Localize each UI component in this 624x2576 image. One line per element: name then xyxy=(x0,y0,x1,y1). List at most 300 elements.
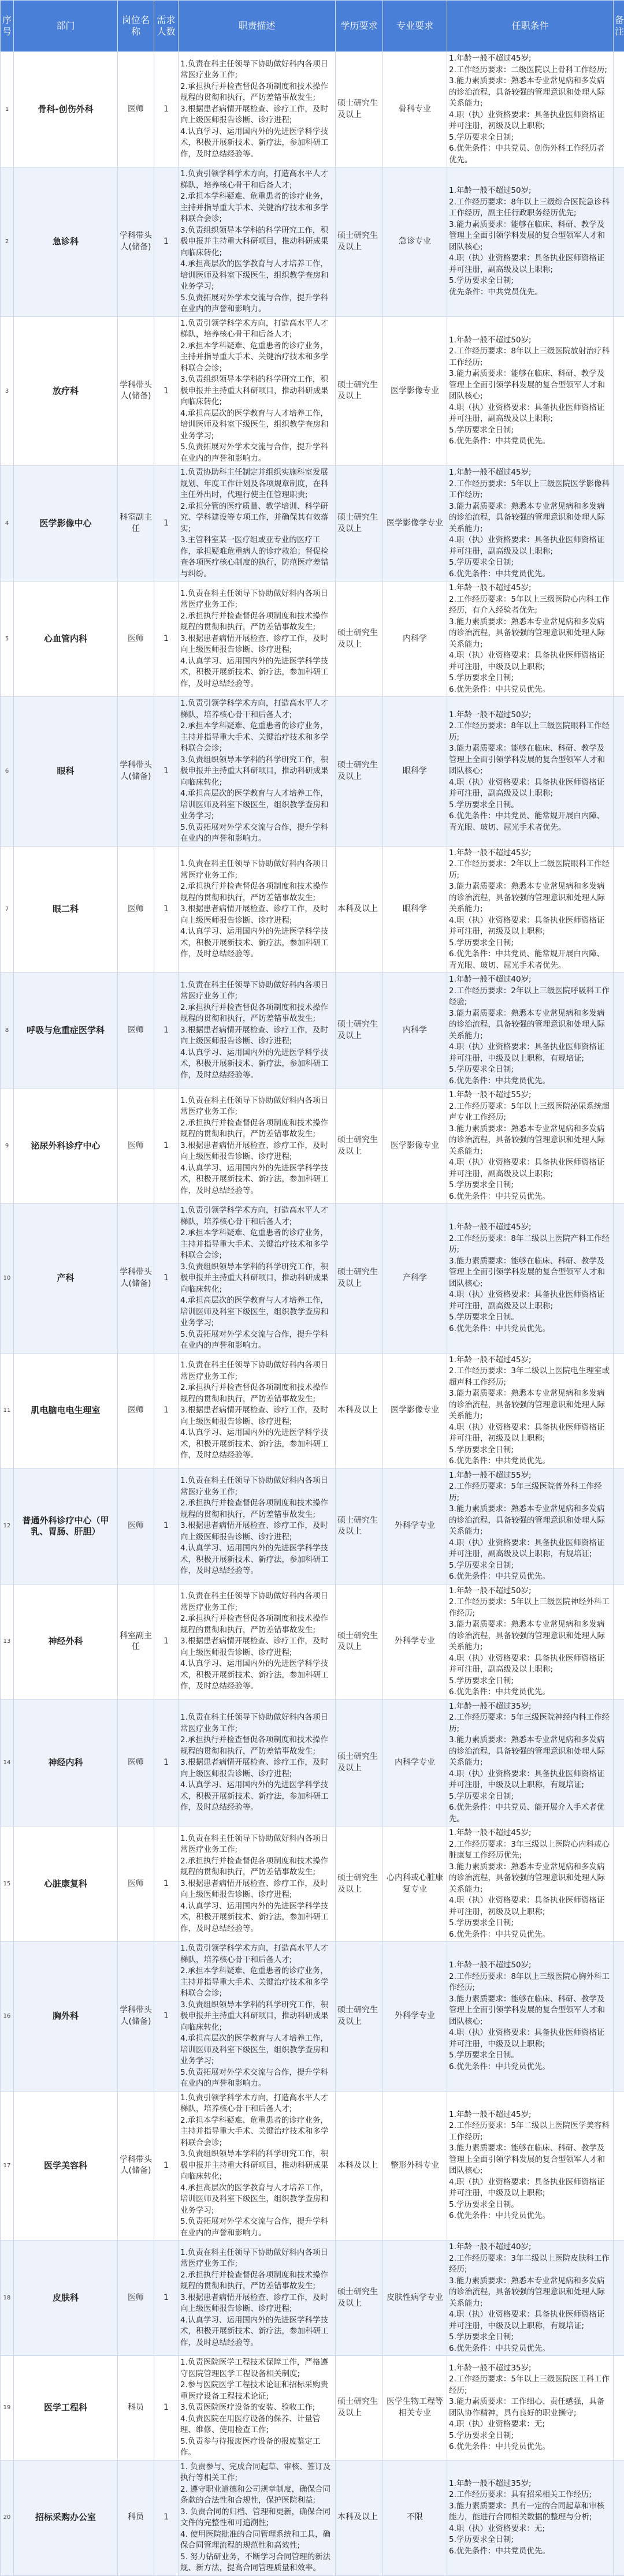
cell-position: 医师 xyxy=(118,2241,154,2356)
cell-note xyxy=(614,973,624,1088)
condition-item: 3.能力素质要求：熟悉本专业常见病和多发病的诊治流程，具备较强的管理意识和处理人际关系能力; xyxy=(449,1124,611,1158)
duty-item: 3.负责组织领导本学科的科学研究工作，积极申报并主持重大科研项目，推动科研成果向临床转化; xyxy=(180,1262,333,1296)
condition-item: 3.能力素质要求：能够在临床、科研、教学及管理上全面引领学科发展的复合型领军人才和团队核心; xyxy=(449,1994,611,2028)
cell-position: 医师 xyxy=(118,1468,154,1584)
cell-no: 9 xyxy=(1,1088,14,1204)
cell-no: 8 xyxy=(1,973,14,1088)
cell-conditions xyxy=(447,2091,614,2241)
duty-item: 5.负责拓展对外学术交流与合作，提升学科在业内的声誉和影响力。 xyxy=(180,822,333,845)
condition-item: 5.学历要求全日制。 xyxy=(449,1312,611,1324)
cell-education: 硕士研究生及以上 xyxy=(336,2356,383,2461)
condition-item: 2.工作经历要求：3年三级以上医院心内科或心脏康复工作经历优先; xyxy=(449,1839,611,1862)
cell-dept: 心血管内科 xyxy=(14,581,118,697)
cell-count: 1 xyxy=(154,1699,179,1826)
duty-item: 2.承担本学科疑难、危重患者的诊疗业务，主持并指导重大手术、关键治疗技术和多学科联合会诊; xyxy=(180,721,333,755)
condition-item: 4.职（执）业资格要求：具备执业医师资格证并可注册，副高级及以上职称; xyxy=(449,253,611,275)
duty-item: 2.承担分管的医疗质量、教学培训、科学研究、学科建设等专项工作，并确保其有效落实; xyxy=(180,501,333,535)
duty-item: 3.负责组织领导本学科的科学研究工作，积极申报并主持重大科研项目，推动科研成果向临床转化; xyxy=(180,755,333,789)
condition-item: 3.能力素质要求：熟悉本专业常见病和多发病的诊治流程，具备较强的管理意识和处理人际关系能力; xyxy=(449,2276,611,2310)
condition-item: 2.工作经历要求：5年二级以上医院医学美容科工作经历; xyxy=(449,2120,611,2143)
cell-duties xyxy=(179,1088,336,1204)
cell-note xyxy=(614,316,624,466)
cell-education: 硕士研究生及以上 xyxy=(336,1942,383,2092)
condition-item: 6.优先条件：中共党员优先。 xyxy=(449,1191,611,1203)
cell-major: 医学影像专业 xyxy=(383,1088,447,1204)
header-education: 学历要求 xyxy=(336,1,383,52)
cell-duties xyxy=(179,581,336,697)
cell-dept: 急诊科 xyxy=(14,167,118,317)
cell-position: 科员 xyxy=(118,2356,154,2461)
duty-item: 3.负责医院医疗设备的安装、验收工作; xyxy=(180,2402,333,2414)
condition-item: 2.工作经历要求：8年以上三级医院心胸外科工作经历; xyxy=(449,1971,611,1994)
cell-dept: 心脏康复科 xyxy=(14,1826,118,1942)
condition-item: 5.学历要求全日制; xyxy=(449,1560,611,1572)
duty-item: 5.负责拓展对外学术交流与合作，提升学科在业内的声誉和影响力。 xyxy=(180,1329,333,1352)
condition-item: 3.能力素质要求：熟悉本专业常见病和多发病的诊治流程，具备较强的管理意识和处理人际关系能力; xyxy=(449,1862,611,1896)
condition-item: 6.优先条件：中共党员优先。 xyxy=(449,436,611,448)
cell-count: 1 xyxy=(154,1204,179,1354)
cell-position: 学科带头人(储备) xyxy=(118,1942,154,2092)
cell-conditions xyxy=(447,316,614,466)
cell-conditions xyxy=(447,1088,614,1204)
condition-item: 5.学历要求全日制; xyxy=(449,1180,611,1191)
duty-item: 4.认真学习、运用国内外的先进医学科学技术，积极开展新技术、新疗法，参加科研工作，及时总结经验等。 xyxy=(180,656,333,690)
cell-count: 1 xyxy=(154,697,179,847)
condition-item: 3.能力素质要求：能够在临床、科研、教学及管理上全面引领学科发展的复合型领军人才和团队核心; xyxy=(449,1256,611,1290)
condition-item: 2.工作经历要求：2年以上二级医院眼科工作经历; xyxy=(449,859,611,881)
cell-no: 5 xyxy=(1,581,14,697)
cell-education: 硕士研究生及以上 xyxy=(336,316,383,466)
cell-count: 1 xyxy=(154,1468,179,1584)
cell-conditions xyxy=(447,581,614,697)
condition-item: 2.工作经历要求：具有招采相关工作经历; xyxy=(449,2489,611,2501)
cell-count: 1 xyxy=(154,1826,179,1942)
duty-item: 1.负责引领学科学术方向，打造高水平人才梯队，培养核心骨干和后备人才; xyxy=(180,698,333,721)
duty-item: 3.根据患者病情开展检查、诊疗工作，及时向上级医师报告诊断、诊疗进程; xyxy=(180,904,333,926)
duty-item: 3.主管科室某一医疗组或亚专业的医疗工作，承担疑难危重病人的诊疗救治；督促检查各项医疗核心制度的执行，防范医疗差错与纠纷。 xyxy=(180,535,333,580)
cell-note xyxy=(614,1468,624,1584)
condition-item: 5.学历要求全日制; xyxy=(449,938,611,949)
cell-no: 1 xyxy=(1,52,14,167)
condition-item: 1.年龄一般不超过45岁; xyxy=(449,2109,611,2121)
cell-dept: 呼吸与危重症医学科 xyxy=(14,973,118,1088)
duty-item: 1.负责在科主任领导下协助做好科内各项日常医疗业务工作; xyxy=(180,2247,333,2270)
condition-item: 4.职（执）业资格要求：具备执业医师资格证并可注册，中级及以上职称; xyxy=(449,2177,611,2200)
condition-item: 4.职（执）业资格要求：具备执业医师资格证并可注册，初级及以上职称; xyxy=(449,915,611,938)
cell-position: 学科带头人(储备) xyxy=(118,2091,154,2241)
cell-education: 硕士研究生及以上 xyxy=(336,1204,383,1354)
condition-item: 6.优先条件：中共党员优先。 xyxy=(449,569,611,580)
condition-item: 3.能力素质要求：熟悉本专业常见病和多发病的诊治流程，具备较强的管理意识和处理人际关系能力; xyxy=(449,1008,611,1042)
cell-conditions xyxy=(447,846,614,973)
duty-item: 3.根据患者病情开展检查、诊疗工作，及时向上级医师报告诊断、诊疗进程; xyxy=(180,1025,333,1047)
cell-position: 学科带头人(储备) xyxy=(118,1204,154,1354)
duty-item: 3.根据患者病情开展检查、诊疗工作，及时向上级医师报告诊断、诊疗进程; xyxy=(180,1520,333,1543)
cell-duties xyxy=(179,1699,336,1826)
duty-item: 5.负责参与待报废医疗设备的报废鉴定工作。 xyxy=(180,2436,333,2459)
header-position: 岗位名称 xyxy=(118,1,154,52)
condition-item: 1.年龄一般不超过40岁; xyxy=(449,2242,611,2253)
condition-item: 3.能力素质要求：具有一定的合同起草和审核能力，能进行合同相关数据的整理与分析; xyxy=(449,2501,611,2523)
condition-item: 6.优先条件：中共党员优先。 xyxy=(449,2210,611,2222)
cell-duties xyxy=(179,2460,336,2575)
cell-conditions xyxy=(447,466,614,581)
cell-note xyxy=(614,52,624,167)
table-row xyxy=(1,1468,624,1584)
cell-count: 1 xyxy=(154,581,179,697)
cell-count: 1 xyxy=(154,1584,179,1699)
header-major: 专业要求 xyxy=(383,1,447,52)
condition-item: 6.优先条件：中共党员、能常规开展白内障、青光眼、玻切、屈光手术者优先。 xyxy=(449,811,611,833)
cell-count: 1 xyxy=(154,167,179,317)
condition-item: 5.学历要求全日制。 xyxy=(449,2050,611,2061)
cell-position: 医师 xyxy=(118,1826,154,1942)
cell-note xyxy=(614,1584,624,1699)
duty-item: 1.负责引领学科学术方向，打造高水平人才梯队，培养核心骨干和后备人才; xyxy=(180,1943,333,1966)
cell-duties xyxy=(179,1468,336,1584)
cell-major: 产科学 xyxy=(383,1204,447,1354)
condition-item: 2.工作经历要求：二级医院以上骨科工作经历; xyxy=(449,65,611,76)
duty-item: 1.负责引领学科学术方向，打造高水平人才梯队，培养核心骨干和后备人才; xyxy=(180,318,333,341)
cell-duties xyxy=(179,1826,336,1942)
duty-item: 1.负责在科主任领导下协助做好科内各项日常医疗业务工作; xyxy=(180,59,333,81)
condition-item: 1.年龄一般不超过55岁; xyxy=(449,1090,611,1101)
duty-item: 3.根据患者病情开展检查、诊疗工作，及时向上级医师报告诊断、诊疗进程; xyxy=(180,1636,333,1658)
condition-item: 6.优先条件：中共党员优先。 xyxy=(449,2061,611,2073)
condition-item: 4.职（执）业资格要求：具备执业医师资格证并可注册，副高级及以上职称; xyxy=(449,1157,611,1180)
cell-education: 硕士研究生及以上 xyxy=(336,1699,383,1826)
cell-education: 硕士研究生及以上 xyxy=(336,1826,383,1942)
cell-major: 皮肤性病学专业 xyxy=(383,2241,447,2356)
cell-position: 医师 xyxy=(118,1353,154,1468)
duty-item: 4.认真学习、运用国内外的先进医学科学技术，积极开展新技术、新疗法，参加科研工作，及时总结经验等。 xyxy=(180,1543,333,1577)
condition-item: 5.学历要求全日制; xyxy=(449,1064,611,1076)
duty-item: 2.承担执行并检查督促各项制度和技术操作规程的贯彻和执行，严防差错事故发生; xyxy=(180,1856,333,1878)
cell-duties xyxy=(179,1584,336,1699)
cell-conditions xyxy=(447,1826,614,1942)
cell-no: 3 xyxy=(1,316,14,466)
cell-position: 学科带头人(储备) xyxy=(118,167,154,317)
cell-major: 内科学 xyxy=(383,973,447,1088)
duty-item: 5.负责拓展对外学术交流与合作，提升学科在业内的声誉和影响力。 xyxy=(180,2067,333,2090)
cell-education: 硕士研究生及以上 xyxy=(336,1468,383,1584)
cell-conditions xyxy=(447,973,614,1088)
condition-item: 6.优先条件：中共党员优先。 xyxy=(449,684,611,696)
condition-item: 1.年龄一般不超过35岁; xyxy=(449,1701,611,1713)
cell-note xyxy=(614,1699,624,1826)
duty-item: 5.负责拓展对外学术交流与合作，提升学科在业内的声誉和影响力。 xyxy=(180,2216,333,2239)
cell-conditions xyxy=(447,1353,614,1468)
condition-item: 2.工作经历要求：5年以上三级医院医工科工作经历; xyxy=(449,2374,611,2396)
cell-conditions xyxy=(447,697,614,847)
cell-duties xyxy=(179,167,336,317)
condition-item: 1.年龄一般不超过50岁; xyxy=(449,1960,611,1971)
duty-item: 3.负责组织领导本学科的科学研究工作，积极申报并主持重大科研项目，推动科研成果向临床转化; xyxy=(180,2000,333,2034)
condition-item: 3.能力素质要求：熟悉本专业常见病和多发病的诊治流程，具备较强的管理意识和处理人际关系能力; xyxy=(449,881,611,915)
cell-duties xyxy=(179,466,336,581)
cell-count: 1 xyxy=(154,2356,179,2461)
cell-major: 整形外科专业 xyxy=(383,2091,447,2241)
duty-item: 1.负责医院医学工程技术保障工作，严格遵守医院管理医学工程设备相关制度; xyxy=(180,2357,333,2380)
condition-item: 6.优先条件：中共党员优先。 xyxy=(449,1687,611,1698)
condition-item: 3.能力素质要求：熟悉本专业常见病和多发病的诊治流程，具备较强的管理意识和处理人际关系能力; xyxy=(449,1619,611,1653)
duty-item: 2. 遵守职业道德和公司规章制度，确保合同条款的合法性和合规性，保护医院利益; xyxy=(180,2484,333,2507)
cell-position: 医师 xyxy=(118,973,154,1088)
duty-item: 3.根据患者病情开展检查、诊疗工作，及时向上级医师报告诊断、诊疗进程; xyxy=(180,1757,333,1780)
condition-item: 3.能力素质要求：熟悉本专业常见病和多发病的诊治流程，具备较强的管理意识和处理人际关系能力; xyxy=(449,76,611,110)
cell-note xyxy=(614,1353,624,1468)
cell-note xyxy=(614,1088,624,1204)
cell-note xyxy=(614,697,624,847)
table-row xyxy=(1,167,624,317)
cell-no: 11 xyxy=(1,1353,14,1468)
condition-item: 1.年龄一般不超过35岁; xyxy=(449,2363,611,2374)
duty-item: 4.承担高层次的医学教育与人才培养工作，培训医师及科室下级医生，组织教学查房和业务学习; xyxy=(180,408,333,442)
cell-duties xyxy=(179,1942,336,2092)
duty-item: 2.承担执行并检查督促各项制度和技术操作规程的贯彻和执行，严防差错事故发生; xyxy=(180,1735,333,1757)
condition-item: 3.能力素质要求：熟悉本专业常见病和多发病的诊治流程，具备较强的管理意识和处理人际关系能力; xyxy=(449,1735,611,1769)
cell-note xyxy=(614,2091,624,2241)
cell-note xyxy=(614,1942,624,2092)
condition-item: 优先条件：中共党员优先。 xyxy=(449,287,611,299)
cell-no: 18 xyxy=(1,2241,14,2356)
cell-major: 外科学专业 xyxy=(383,1942,447,2092)
cell-major: 眼科学 xyxy=(383,846,447,973)
cell-education: 本科及以上 xyxy=(336,1353,383,1468)
duty-item: 1.负责引领学科学术方向，打造高水平人才梯队，培养核心骨干和后备人才; xyxy=(180,169,333,191)
header-dept: 部门 xyxy=(14,1,118,52)
table-row xyxy=(1,581,624,697)
duty-item: 4.认真学习、运用国内外的先进医学科学技术，积极开展新技术、新疗法，参加科研工作，及时总结经验等。 xyxy=(180,1163,333,1197)
cell-count: 1 xyxy=(154,1942,179,2092)
condition-item: 1.年龄一般不超过50岁; xyxy=(449,1586,611,1597)
cell-major: 医学影像学专业 xyxy=(383,466,447,581)
duty-item: 3.负责组织领导本学科的科学研究工作，积极申报并主持重大科研项目，推动科研成果向临床转化; xyxy=(180,374,333,408)
cell-no: 4 xyxy=(1,466,14,581)
condition-item: 1.年龄一般不超过50岁; xyxy=(449,185,611,197)
duty-item: 1.负责在科主任领导下协助做好科内各项日常医疗业务工作; xyxy=(180,1712,333,1735)
condition-item: 6.优先条件：中共党员、能常规开展白内障、青光眼、玻切、屈光手术者优先。 xyxy=(449,949,611,971)
cell-no: 15 xyxy=(1,1826,14,1942)
duty-item: 3.负责组织领导本学科的科学研究工作，积极申报并主持重大科研项目，推动科研成果向临床转化; xyxy=(180,225,333,259)
condition-item: 5.学历要求全日制。 xyxy=(449,800,611,811)
cell-major: 内科学 xyxy=(383,581,447,697)
cell-duties xyxy=(179,973,336,1088)
cell-count: 1 xyxy=(154,2241,179,2356)
duty-item: 1.负责在科主任领导下协助做好科内各项日常医疗业务工作; xyxy=(180,980,333,1002)
cell-dept: 普通外科诊疗中心（甲乳、胃肠、肝胆） xyxy=(14,1468,118,1584)
condition-item: 6.优先条件：中共党员优先。 xyxy=(449,2441,611,2453)
duty-item: 1. 负责参与、完成合同起草、审核、签订及执行等相关工作; xyxy=(180,2462,333,2484)
duty-item: 1.负责引领学科学术方向，打造高水平人才梯队，培养核心骨干和后备人才; xyxy=(180,1205,333,1228)
cell-dept: 泌尿外科诊疗中心 xyxy=(14,1088,118,1204)
cell-duties xyxy=(179,52,336,167)
condition-item: 5.学历要求全日制; xyxy=(449,425,611,437)
condition-item: 2.工作经历要求：5年以上三级医院神经外科工作经历; xyxy=(449,1597,611,1619)
condition-item: 5.学历要求全日制; xyxy=(449,2430,611,2442)
condition-item: 5.学历要求全日制; xyxy=(449,132,611,144)
cell-no: 12 xyxy=(1,1468,14,1584)
cell-dept: 神经内科 xyxy=(14,1699,118,1826)
condition-item: 2.工作经历要求：8年以上三级综合医院急诊科工作经历，副主任行政职务经历优先; xyxy=(449,197,611,219)
condition-item: 5.学历要求全日制。 xyxy=(449,2200,611,2211)
cell-education: 硕士研究生及以上 xyxy=(336,466,383,581)
condition-item: 4.职（执）业资格要求：具备执业医师资格证并可注册，中级及以上职称，有规培证; xyxy=(449,1769,611,1791)
condition-item: 1.年龄一般不超过45岁; xyxy=(449,1355,611,1366)
duty-item: 1.负责在科主任领导下协助做好科内各项日常医疗业务工作; xyxy=(180,1591,333,1613)
table-row xyxy=(1,2356,624,2461)
cell-count: 1 xyxy=(154,52,179,167)
duty-item: 3.负责组织领导本学科的科学研究工作，积极申报并主持重大科研项目，推动科研成果向临床转化; xyxy=(180,2149,333,2183)
table-row xyxy=(1,2091,624,2241)
cell-note xyxy=(614,2356,624,2461)
cell-no: 10 xyxy=(1,1204,14,1354)
duty-item: 1.负责在科主任领导下协助做好科内各项日常医疗业务工作; xyxy=(180,1360,333,1382)
condition-item: 4.职（执）业资格要求：具备执业医师资格证并可注册，副高级及以上职称; xyxy=(449,402,611,425)
condition-item: 5.学历要求全日制; xyxy=(449,1676,611,1687)
condition-item: 1.年龄一般不超过50岁; xyxy=(449,335,611,346)
duty-item: 3.根据患者病情开展检查、诊疗工作，及时向上级医师报告诊断、诊疗进程; xyxy=(180,1140,333,1163)
duty-item: 1.负责在科主任领导下协助做好科内各项日常医疗业务工作; xyxy=(180,1475,333,1498)
condition-item: 2.工作经历要求：8年以上三级医院放射治疗科工作经历; xyxy=(449,346,611,368)
condition-item: 3.能力素质要求：能够在临床、科研、教学及管理上全面引领学科发展的复合型领军人才和团队核心; xyxy=(449,219,611,254)
duty-item: 4.承担高层次的医学教育与人才培养工作，培训医师及科室下级医生，组织教学查房和业务学习; xyxy=(180,259,333,293)
cell-conditions xyxy=(447,167,614,317)
condition-item: 2.工作经历要求：5年三级医院普外科工作经历; xyxy=(449,1481,611,1504)
cell-position: 学科带头人(储备) xyxy=(118,316,154,466)
cell-position: 医师 xyxy=(118,1088,154,1204)
header-duties: 职责描述 xyxy=(179,1,336,52)
duty-item: 2.承担本学科疑难、危重患者的诊疗业务，主持并指导重大手术、关键治疗技术和多学科联合会诊; xyxy=(180,341,333,375)
condition-item: 2.工作经历要求：5年三级医院神经内科工作经历; xyxy=(449,1712,611,1735)
cell-dept: 医学美容科 xyxy=(14,2091,118,2241)
table-row xyxy=(1,1204,624,1354)
condition-item: 2.工作经历要求：8年二级以上医院产科工作经历; xyxy=(449,1233,611,1256)
condition-item: 2.工作经历要求：5年以上三级医院心内科工作经历，有介入经验者优先; xyxy=(449,594,611,617)
condition-item: 2.工作经历要求：3年二级以上医院电生理室或超声科工作经历; xyxy=(449,1366,611,1388)
duty-item: 4.认真学习、运用国内外的先进医学科学技术，积极开展新技术、新疗法，参加科研工作，及时总结经验等。 xyxy=(180,2315,333,2349)
duty-item: 1.负责引领学科学术方向，打造高水平人才梯队，培养核心骨干和后备人才; xyxy=(180,2093,333,2115)
cell-position: 科室副主任 xyxy=(118,1584,154,1699)
cell-count: 1 xyxy=(154,1353,179,1468)
condition-item: 3.能力素质要求：熟悉本专业常见病和多发病的诊治流程，具备较强的管理意识和处理人际关系能力; xyxy=(449,501,611,535)
cell-dept: 医学影像中心 xyxy=(14,466,118,581)
condition-item: 2.工作经历要求：5年以上三级医院医学影像科工作经历; xyxy=(449,479,611,501)
cell-major: 外科学专业 xyxy=(383,1584,447,1699)
cell-conditions xyxy=(447,1942,614,2092)
cell-note xyxy=(614,581,624,697)
condition-item: 4.职（执）业资格要求：具备执业医师资格证并可注册，副高级及以上职称; xyxy=(449,1289,611,1312)
duty-item: 2.承担本学科疑难、危重患者的诊疗业务，主持并指导重大手术、关键治疗技术和多学科联合会诊; xyxy=(180,2115,333,2149)
duty-item: 1.负责在科主任领导下协助做好科内各项日常医疗业务工作; xyxy=(180,588,333,611)
cell-count: 1 xyxy=(154,846,179,973)
header-note: 备注 xyxy=(614,1,624,52)
condition-item: 2.工作经历要求：2年以上三级医院呼吸科工作经验; xyxy=(449,986,611,1008)
cell-major: 心内科或心脏康复专业 xyxy=(383,1826,447,1942)
cell-duties xyxy=(179,697,336,847)
duty-item: 2.承担执行并检查督促各项制度和技术操作规程的贯彻和执行，严防差错事故发生; xyxy=(180,81,333,104)
condition-item: 4.职（执）业资格要求：具备执业医师资格证并可注册，副高级及以上职称; xyxy=(449,1653,611,1676)
duty-item: 4.认真学习、运用国内外的先进医学科学技术，积极开展新技术、新疗法，参加科研工作，及时总结经验等。 xyxy=(180,1658,333,1693)
cell-note xyxy=(614,1204,624,1354)
cell-major: 内科学专业 xyxy=(383,1699,447,1826)
condition-item: 1.年龄一般不超过55岁; xyxy=(449,1470,611,1482)
condition-item: 3.能力素质要求：熟悉本专业常见病和多发病的诊治流程，具备较强的管理意识和处理人际关系能力; xyxy=(449,1388,611,1422)
table-row xyxy=(1,316,624,466)
duty-item: 2.承担执行并检查督促各项制度和技术操作规程的贯彻和执行，严防差错事故发生; xyxy=(180,1498,333,1520)
cell-dept: 放疗科 xyxy=(14,316,118,466)
cell-count: 1 xyxy=(154,316,179,466)
cell-dept: 眼科 xyxy=(14,697,118,847)
condition-item: 5.学历要求全日制; xyxy=(449,2332,611,2343)
duty-item: 4.认真学习、运用国内外的先进医学科学技术，积极开展新技术、新疗法，参加科研工作，及时总结经验等。 xyxy=(180,126,333,161)
cell-major: 眼科学 xyxy=(383,697,447,847)
condition-item: 5.学历要求全日制; xyxy=(449,1445,611,1456)
cell-duties xyxy=(179,2091,336,2241)
condition-item: 6.优先条件：中共党员优先。 xyxy=(449,1456,611,1467)
cell-note xyxy=(614,466,624,581)
table-row xyxy=(1,1942,624,2092)
condition-item: 6.优先条件：中共党员优先。 xyxy=(449,2343,611,2355)
duty-item: 2.承担本学科疑难、危重患者的诊疗业务，主持并指导重大手术、关键治疗技术和多学科联合会诊; xyxy=(180,191,333,225)
condition-item: 6.优先条件：中共党员优先。 xyxy=(449,1929,611,1941)
condition-item: 3.能力素质要求：能够在临床、科研、教学及管理上全面引领学科发展的复合型领军人才和团队核心; xyxy=(449,368,611,402)
cell-count: 1 xyxy=(154,2091,179,2241)
cell-position: 学科带头人(储备) xyxy=(118,697,154,847)
duty-item: 5.负责拓展对外学术交流与合作，提升学科在业内的声誉和影响力。 xyxy=(180,293,333,315)
duty-item: 1.负责在科主任领导下协助做好科内各项日常医疗业务工作; xyxy=(180,1833,333,1856)
condition-item: 5.学历要求全日制; xyxy=(449,275,611,287)
duty-item: 4.认真学习、运用国内外的先进医学科学技术，积极开展新技术、新疗法，参加科研工作，及时总结经验等。 xyxy=(180,1427,333,1462)
cell-education: 硕士研究生及以上 xyxy=(336,1584,383,1699)
duty-item: 4.负责医院在用医疗设备的保养、计量管理、维修、使用检查工作; xyxy=(180,2414,333,2436)
table-row xyxy=(1,846,624,973)
cell-education: 硕士研究生及以上 xyxy=(336,973,383,1088)
cell-education: 本科及以上 xyxy=(336,846,383,973)
condition-item: 4.职（执）业资格要求：具备执业医师资格证并可注册，中级及以上职称; xyxy=(449,650,611,673)
cell-major: 医学影像专业 xyxy=(383,1353,447,1468)
cell-count: 1 xyxy=(154,466,179,581)
cell-education: 硕士研究生及以上 xyxy=(336,697,383,847)
cell-dept: 神经外科 xyxy=(14,1584,118,1699)
duty-item: 4.认真学习、运用国内外的先进医学科学技术，积极开展新技术、新疗法，参加科研工作，及时总结经验等。 xyxy=(180,1047,333,1082)
cell-position: 科室副主任 xyxy=(118,466,154,581)
duty-item: 2.承担本学科疑难、危重患者的诊疗业务，主持并指导重大手术、关键治疗技术和多学科联合会诊; xyxy=(180,1966,333,2000)
table-row xyxy=(1,697,624,847)
cell-duties xyxy=(179,2241,336,2356)
condition-item: 6.优先条件：中共党员、能开展介入手术者优先。 xyxy=(449,1802,611,1825)
cell-no: 16 xyxy=(1,1942,14,2092)
cell-education: 本科及以上 xyxy=(336,2460,383,2575)
cell-no: 17 xyxy=(1,2091,14,2241)
duty-item: 2.承担执行并检查督促各项制度和技术操作规程的贯彻和执行，严防差错事故发生; xyxy=(180,1002,333,1025)
condition-item: 3.能力素质要求：能够在临床、科研、教学及管理上全面引领学科发展的复合型领军人才和团队核心; xyxy=(449,743,611,777)
condition-item: 1.年龄一般不超过50岁; xyxy=(449,710,611,721)
cell-education: 硕士研究生及以上 xyxy=(336,1088,383,1204)
cell-dept: 产科 xyxy=(14,1204,118,1354)
duty-item: 2.参与医院医学工程技术论证和招标采购贵重医疗设备工程技术论证; xyxy=(180,2380,333,2402)
condition-item: 4.职（执）业资格要求：具备执业医师资格证并可注册，初级及以上职称; xyxy=(449,1895,611,1918)
condition-item: 3.能力素质要求：熟悉本专业常见病和多发病的诊治流程，具备较强的管理意识和处理人际关系能力; xyxy=(449,1504,611,1538)
duty-item: 3.根据患者病情开展检查、诊疗工作，及时向上级医师报告诊断、诊疗进程; xyxy=(180,1878,333,1901)
cell-conditions xyxy=(447,2460,614,2575)
condition-item: 5.学历要求全日制; xyxy=(449,1918,611,1929)
condition-item: 4.职（执）业资格要求：具备执业医师资格证并可注册，副高级及以上职称; xyxy=(449,777,611,800)
cell-conditions xyxy=(447,2241,614,2356)
cell-position: 医师 xyxy=(118,581,154,697)
table-row xyxy=(1,466,624,581)
cell-major: 医学影像专业 xyxy=(383,316,447,466)
